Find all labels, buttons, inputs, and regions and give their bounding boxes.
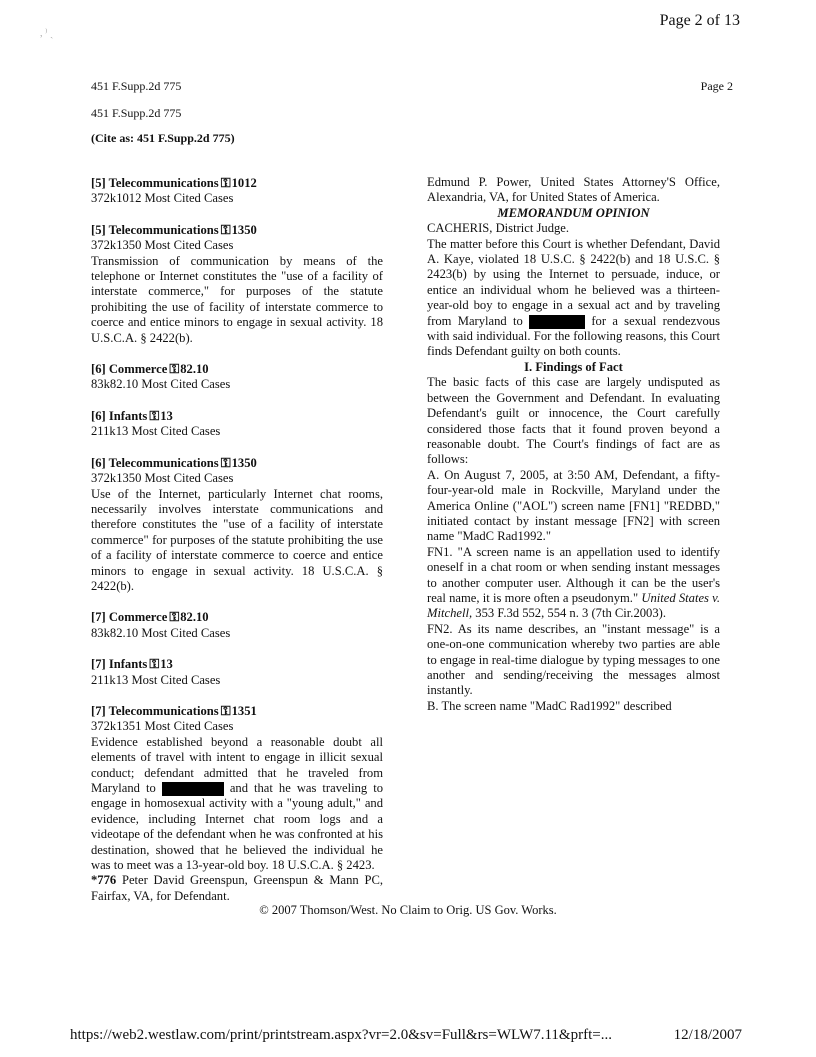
cite-as-line: (Cite as: 451 F.Supp.2d 775) (91, 131, 235, 145)
key-number: 13 (160, 408, 173, 423)
paragraph-part: for a sexual rendezvous with said individual. For the following reasons, this Court finds Defendant guilty on both counts. (427, 313, 720, 359)
page-counter: Page 2 of 13 (659, 12, 740, 29)
key-number-icon: ⚿ (149, 407, 159, 423)
key-number: 82.10 (180, 610, 209, 625)
headnote (91, 455, 383, 595)
headnote-cite[interactable]: 372k1350 Most Cited Cases (91, 471, 234, 486)
scan-artifact: , ⁾ ˎ (40, 28, 54, 39)
section-heading: I. Findings of Fact (524, 359, 623, 374)
footnote-text: FN1. "A screen name is an appellation used to identify oneself in a chat room or when sending instant messages to another computer user. Although it can be the user's real name, it is more often a pseudonym." (427, 544, 720, 605)
headnote-cite[interactable]: 83k82.10 Most Cited Cases (91, 625, 231, 640)
headnote-cite[interactable]: 372k1012 Most Cited Cases (91, 191, 234, 206)
headnote-title: [5] Telecommunications (91, 222, 219, 237)
star-page: *776 (91, 873, 117, 888)
key-number: 1350 (231, 455, 257, 470)
key-number-icon: ⚿ (149, 656, 159, 672)
key-number: 1012 (231, 176, 257, 190)
headnote-cite[interactable]: 372k1350 Most Cited Cases (91, 238, 234, 253)
headnote-title: [7] Telecommunications (91, 703, 219, 718)
key-number-icon: ⚿ (220, 221, 230, 237)
counsel-defendant (91, 873, 383, 904)
footnote-1 (427, 545, 720, 622)
opinion-heading: MEMORANDUM OPINION (497, 205, 650, 220)
headnote-text: Use of the Internet, particularly Internet chat rooms, necessarily involves interstate communications and therefore constitutes the "use of a facility of interstate commerce" for purposes of the statute prohibiting the use of a facility of interstate commerce to coerce and entice minors to engage in sexual activity. 18 U.S.C.A. § 2422(b). (91, 486, 383, 593)
headnote-title: [7] Infants (91, 657, 148, 672)
key-number: 1350 (231, 222, 257, 237)
page-label: Page 2 (700, 79, 733, 93)
headnote-text: Transmission of communication by means of the telephone or Internet constitutes the "use of a facility of interstate commerce," for purposes of the statute prohibiting the use of facility of interstate commerce to coerce and entice minors to engage in sexual activity. 18 U.S.C.A. § 2422(b). (91, 253, 383, 345)
counsel-government: Edmund P. Power, United States Attorney'S Office, Alexandria, VA, for United States of America. (427, 175, 720, 205)
headnote-title: [5] Telecommunications (91, 176, 219, 190)
headnote (91, 609, 383, 641)
copyright-footer: © 2007 Thomson/West. No Claim to Orig. US Gov. Works. (259, 903, 557, 917)
headnote-text-part: Evidence established beyond a reasonable doubt all elements of travel with intent to engage in illicit sexual conduct; defendant admitted that he traveled from Maryland to (91, 734, 383, 795)
key-number-icon: ⚿ (169, 609, 179, 625)
headnote (91, 703, 383, 873)
headnote-title: [6] Telecommunications (91, 455, 219, 470)
print-url: https://web2.westlaw.com/print/printstream.aspx?vr=2.0&sv=Full&rs=WLW7.11&prft=... (70, 1027, 612, 1043)
judge-line: CACHERIS, District Judge. (427, 221, 570, 236)
headnote-cite[interactable]: 372k1351 Most Cited Cases (91, 719, 234, 734)
key-number: 1351 (231, 703, 257, 718)
headnote-text-part: and that he was traveling to engage in homosexual activity with a "young adult," and evidence, including Internet chat room logs and a videotape of the defendant when he was confronted at his destination, showed that he believed the individual he was to meet was a 13-year-old boy. 18 U.S.C.A. § 2423. (91, 781, 383, 873)
key-number-icon: ⚿ (220, 702, 230, 718)
right-column (427, 175, 720, 714)
redaction-box (162, 782, 224, 796)
left-column (91, 175, 383, 904)
footnote-text: 353 F.3d 552, 554 n. 3 (7th Cir.2003). (475, 606, 666, 621)
headnote (91, 361, 383, 393)
opinion-paragraph: A. On August 7, 2005, at 3:50 AM, Defendant, a fifty-four-year-old male in Rockville, Maryland under the America Online ("AOL") screen name [FN1] "REDBD," initiated contact by instant message [FN2] with screen name "MadC Rad1992." (427, 467, 720, 544)
footnote-2: FN2. As its name describes, an "instant message" is a one-on-one communication whereby two parties are able to engage in real-time dialogue by typing messages to one another and sending/receiving the messages almost instantly. (427, 621, 720, 698)
redaction-box (529, 315, 585, 329)
headnote-title: [6] Infants (91, 408, 148, 423)
citation-line: 451 F.Supp.2d 775 (91, 106, 182, 120)
headnote-title: [6] Commerce (91, 362, 168, 377)
headnote-text (91, 735, 383, 874)
key-number: 82.10 (180, 362, 209, 377)
print-date: 12/18/2007 (673, 1027, 742, 1043)
headnote (91, 175, 383, 207)
headnote-cite[interactable]: 83k82.10 Most Cited Cases (91, 377, 231, 392)
headnote (91, 656, 383, 688)
case-name-link[interactable]: United States v. Mitchell, (427, 590, 720, 621)
headnote (91, 408, 383, 440)
key-number: 13 (160, 657, 173, 672)
headnote-cite[interactable]: 211k13 Most Cited Cases (91, 672, 221, 687)
opinion-paragraph (427, 237, 720, 360)
opinion-paragraph: B. The screen name "MadC Rad1992" described (427, 698, 672, 713)
key-number-icon: ⚿ (169, 361, 179, 377)
citation-line: 451 F.Supp.2d 775 (91, 79, 182, 93)
paragraph-part: The matter before this Court is whether Defendant, David A. Kaye, violated 18 U.S.C. § 2422(b) and 18 U.S.C. § 2423(b) by using the Internet to persuade, induce, or entice an individual whom he believed was a thirteen-year-old boy to engage in a sexual act and by traveling from Maryland to (427, 236, 720, 328)
headnote-title: [7] Commerce (91, 610, 168, 625)
key-number-icon: ⚿ (220, 175, 230, 190)
counsel-text: Peter David Greenspun, Greenspun & Mann PC, Fairfax, VA, for Defendant. (91, 873, 383, 903)
key-number-icon: ⚿ (220, 454, 230, 470)
headnote (91, 222, 383, 346)
headnote-cite[interactable]: 211k13 Most Cited Cases (91, 424, 221, 439)
opinion-paragraph: The basic facts of this case are largely undisputed as between the Government and Defendant. In evaluating Defendant's guilt or innocence, the Court carefully considered those facts that it found proven beyond a reasonable doubt. The Court's findings of fact are as follows: (427, 375, 720, 467)
